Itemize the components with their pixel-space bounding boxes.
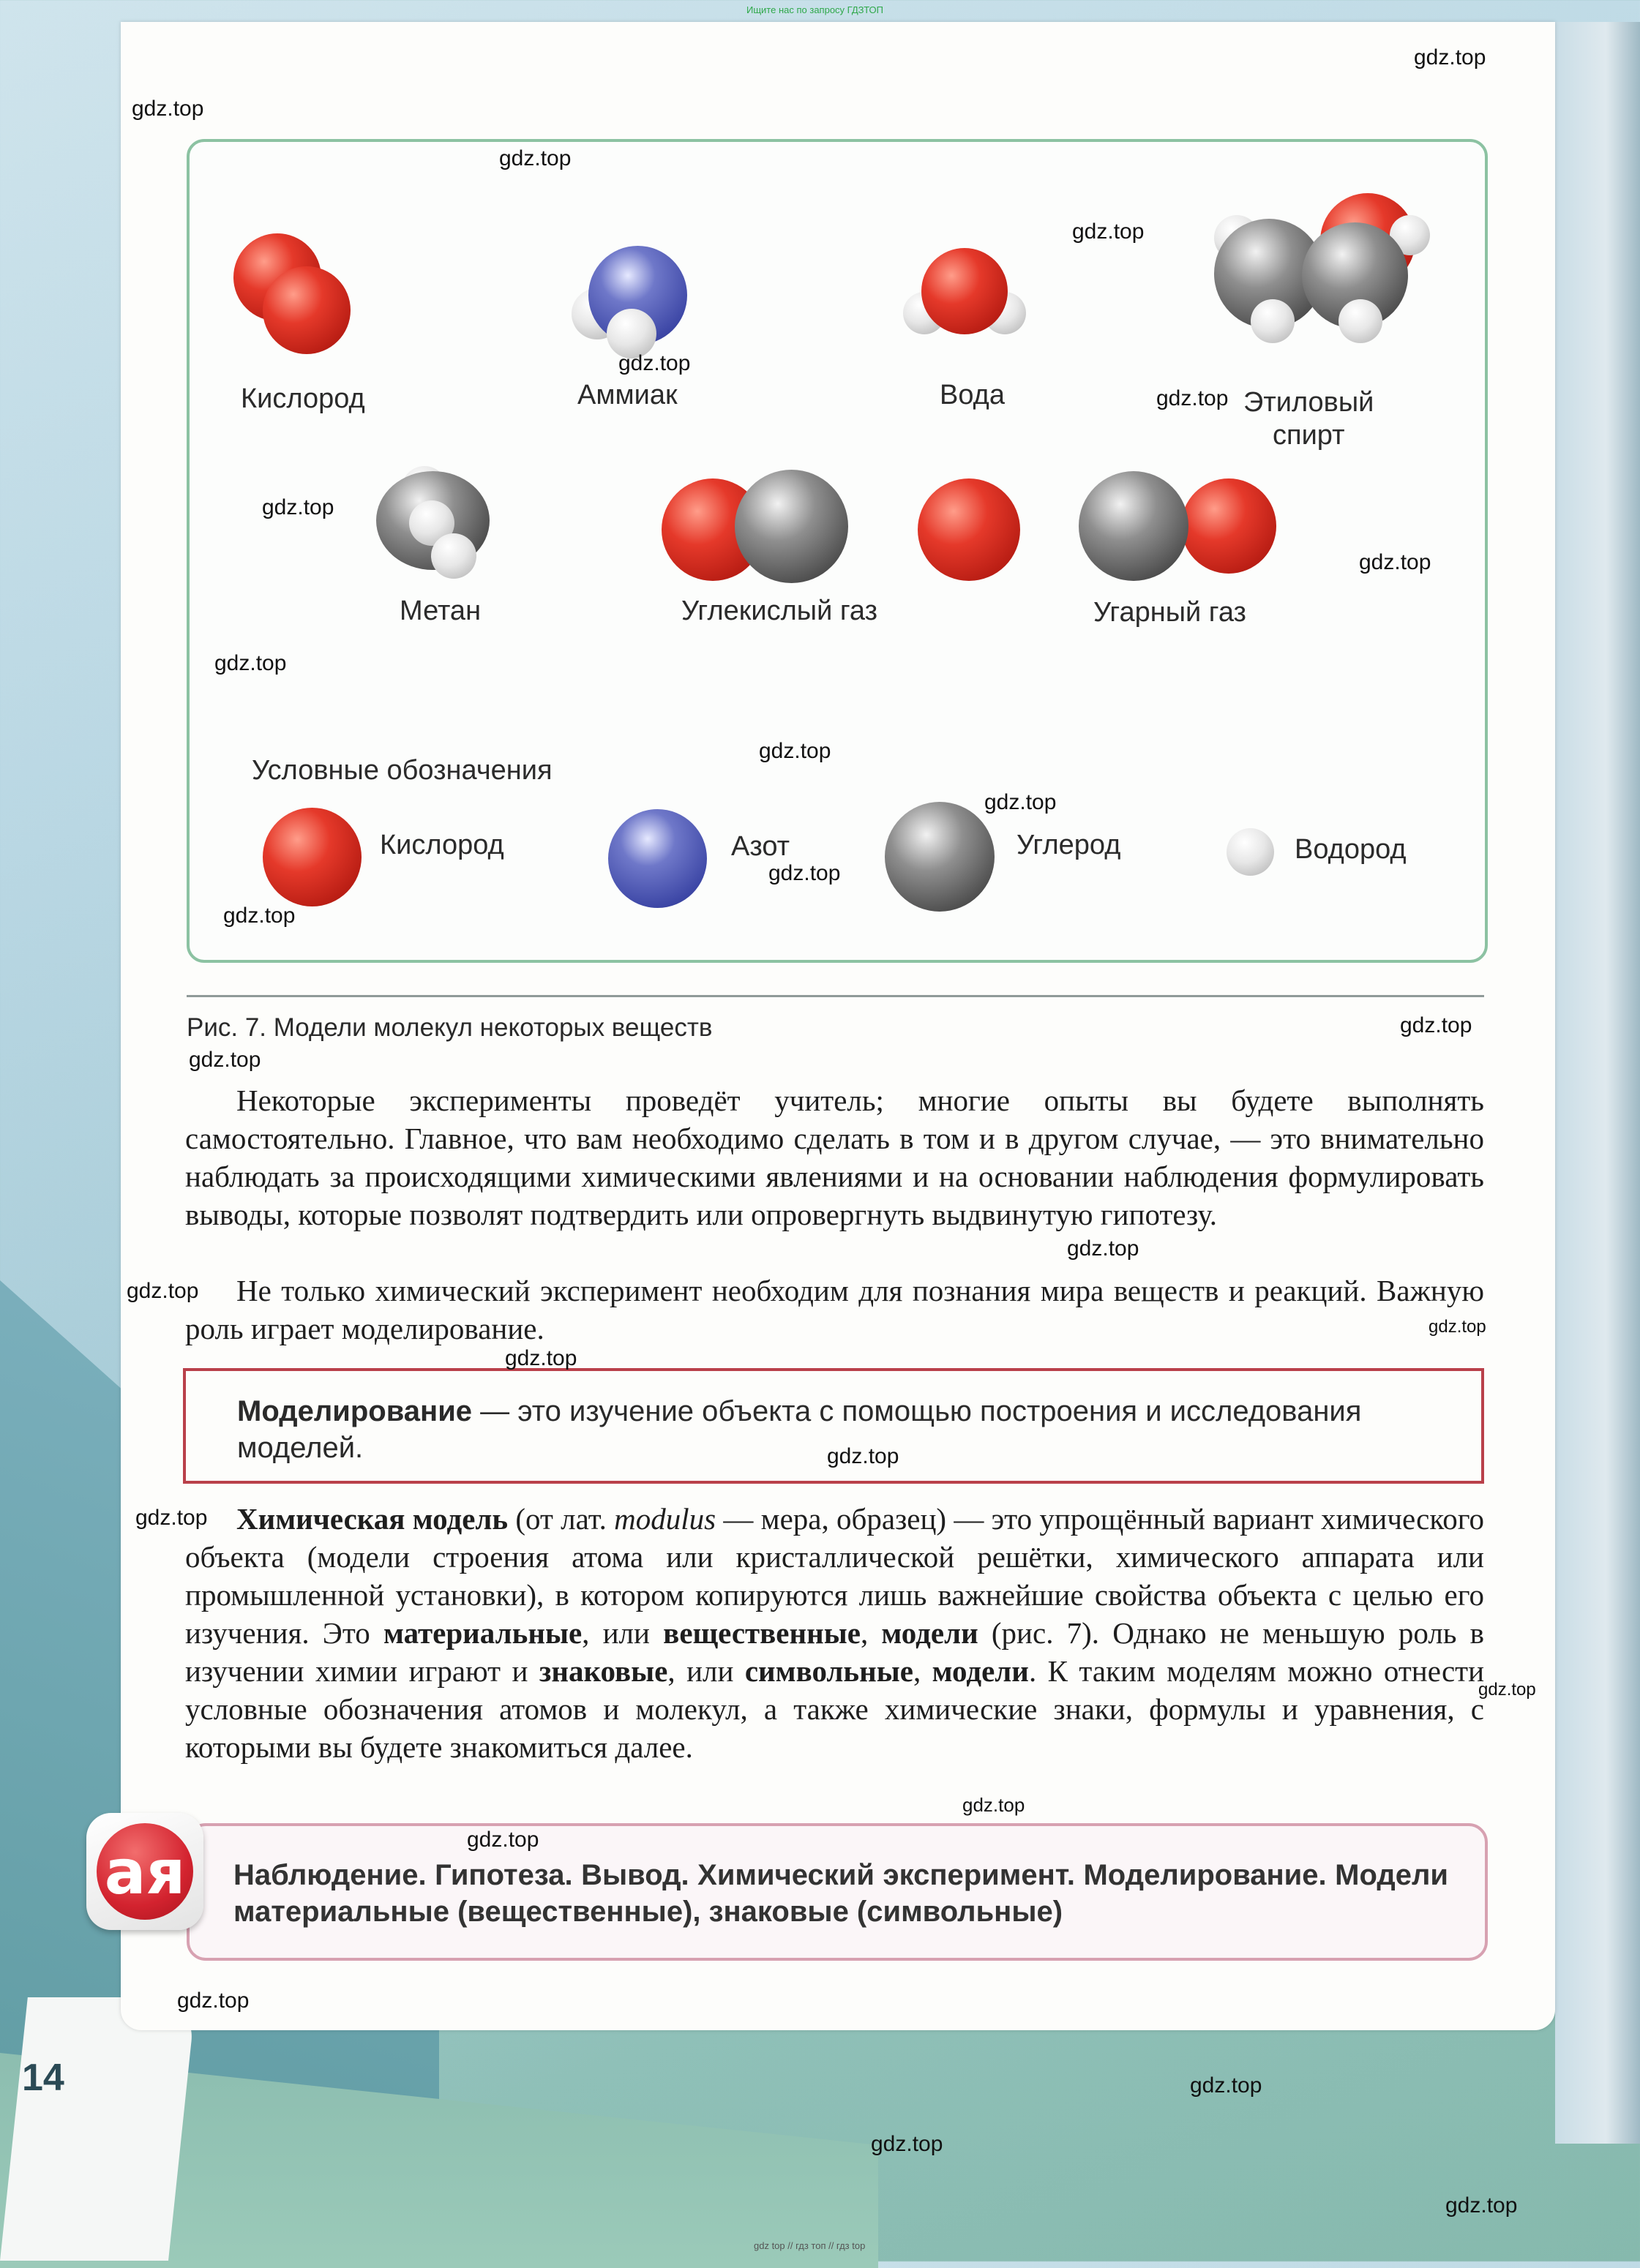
hydrogen-atom xyxy=(1338,299,1382,343)
term-substance: вещественные xyxy=(663,1616,861,1650)
hydrogen-atom xyxy=(431,533,476,579)
watermark: gdz.top xyxy=(1400,1013,1472,1037)
watermark: gdz.top xyxy=(467,1828,539,1852)
carbon-atom xyxy=(735,470,848,583)
watermark: gdz.top xyxy=(1067,1236,1139,1261)
page-edge xyxy=(1555,22,1640,2144)
watermark: gdz.top xyxy=(214,651,287,675)
legend-carbon: Углерод xyxy=(1016,830,1121,860)
keywords-box xyxy=(187,1823,1488,1961)
carbon-atom xyxy=(1079,471,1188,581)
text-span: — мера, образец) — это упрощённый вариант химического объекта (модели строения атома или кристаллической решётки, химического аппарата или промышленной установки), в котором копируются лишь важнейшие свойства объекта с целью его изучения. Это xyxy=(185,1502,1485,1650)
paragraph-chemical-model xyxy=(185,1500,1484,1766)
label-ethanol-2: спирт xyxy=(1273,420,1345,451)
text-span: (рис. 7). Однако не меньшую роль в изучении химии играют и xyxy=(185,1616,1485,1688)
text-span: (от лат. xyxy=(508,1502,615,1536)
watermark: gdz.top xyxy=(1414,45,1486,70)
watermark: gdz.top xyxy=(1072,219,1145,244)
watermark: gdz.top xyxy=(1478,1680,1536,1700)
legend-title: Условные обозначения xyxy=(252,755,553,786)
figure-caption: Рис. 7. Модели молекул некоторых веществ xyxy=(187,1013,713,1042)
watermark: gdz.top xyxy=(499,146,572,170)
watermark: gdz.top xyxy=(984,790,1057,814)
logo-circle xyxy=(97,1823,193,1920)
hydrogen-atom xyxy=(1251,299,1295,343)
text-span: , xyxy=(913,1654,932,1688)
watermark: gdz.top xyxy=(871,2132,943,2156)
watermark: gdz.top xyxy=(759,739,831,763)
keywords-text: Наблюдение. Гипотеза. Вывод. Химический эксперимент. Моделирование. Модели материальные (вещественные), знаковые (символьные) xyxy=(233,1859,1448,1928)
watermark: gdz.top xyxy=(1359,550,1431,574)
text-span: , или xyxy=(582,1616,664,1650)
watermark: gdz.top xyxy=(1190,2073,1262,2098)
oxygen-atom xyxy=(918,478,1020,581)
watermark: gdz.top xyxy=(177,1989,250,2013)
definition-term: Моделирование xyxy=(237,1395,473,1427)
watermark: gdz.top xyxy=(505,1346,577,1370)
caption-divider xyxy=(187,995,1484,997)
watermark: gdz.top xyxy=(132,97,204,121)
paragraph-modeling: Не только химический эксперимент необходим для познания мира веществ и реакций. Важную роль играет моделирование. xyxy=(185,1274,1484,1345)
oxygen-atom xyxy=(1181,478,1276,574)
logo-text: ая xyxy=(104,1836,186,1908)
legend-carbon-atom xyxy=(885,802,995,912)
term-material: материальные xyxy=(383,1616,583,1650)
label-oxygen: Кислород xyxy=(241,383,365,414)
watermark: gdz.top xyxy=(618,351,691,375)
watermark: gdz.top xyxy=(1429,1317,1486,1337)
legend-nitrogen-atom xyxy=(608,809,707,908)
term-sign: знаковые xyxy=(539,1654,668,1688)
oxygen-atom xyxy=(263,266,351,354)
text-span: , или xyxy=(667,1654,745,1688)
term-modulus: modulus xyxy=(614,1502,716,1536)
label-methane: Метан xyxy=(400,596,482,626)
watermark: gdz.top xyxy=(962,1794,1025,1816)
term-models: модели xyxy=(932,1654,1029,1688)
legend-oxygen: Кислород xyxy=(380,830,504,860)
watermark: gdz.top xyxy=(223,904,296,928)
term-models: модели xyxy=(881,1616,978,1650)
background-tab xyxy=(0,1997,196,2261)
watermark: gdz.top xyxy=(262,495,334,519)
term-symbolic: символьные xyxy=(744,1654,913,1688)
watermark: gdz.top xyxy=(768,861,841,885)
watermark: gdz.top xyxy=(135,1506,208,1530)
text-span: , xyxy=(860,1616,882,1650)
bottom-note: gdz top // гдз топ // гдз top xyxy=(754,2240,866,2251)
legend-hydrogen: Водород xyxy=(1295,834,1407,865)
text-span: . К таким моделям можно отнести условные обозначения атомов и молекул, а также химические знаки, формулы и уравнения, с которыми вы будете знакомиться далее. xyxy=(185,1654,1485,1764)
legend-oxygen-atom xyxy=(263,808,362,906)
watermark: gdz.top xyxy=(127,1279,199,1303)
label-water: Вода xyxy=(940,380,1005,410)
oxygen-atom xyxy=(921,248,1008,334)
label-carbon-dioxide: Углекислый газ xyxy=(681,596,878,626)
legend-hydrogen-atom xyxy=(1227,828,1274,876)
legend-nitrogen: Азот xyxy=(731,831,790,862)
label-carbon-monoxide: Угарный газ xyxy=(1093,597,1246,628)
page-number: 14 xyxy=(22,2057,64,2099)
top-note: Ищите нас по запросу ГДЗТОП xyxy=(746,4,884,15)
watermark: gdz.top xyxy=(1445,2193,1518,2218)
glossary-logo-icon xyxy=(86,1813,203,1930)
label-ammonia: Аммиак xyxy=(577,380,678,410)
definition-body: — это изучение объекта с помощью построения и исследования моделей. xyxy=(237,1395,1362,1464)
paragraph-experiments: Некоторые эксперименты проведёт учитель; многие опыты вы будете выполнять самостоятельно. Главное, что вам необходимо сделать в том и в другом случае, — это внимательно наблюдать за происходящими химическими явлениями и на основании наблюдения формулировать выводы, которые позволят подтвердить или опровергнуть выдвинутую гипотезу. xyxy=(185,1084,1484,1231)
label-ethanol-1: Этиловый xyxy=(1243,387,1374,418)
watermark: gdz.top xyxy=(827,1444,899,1468)
term-chemical-model: Химическая модель xyxy=(236,1502,509,1536)
watermark: gdz.top xyxy=(1156,386,1229,410)
molecule-figure xyxy=(187,139,1488,963)
watermark: gdz.top xyxy=(189,1048,261,1072)
